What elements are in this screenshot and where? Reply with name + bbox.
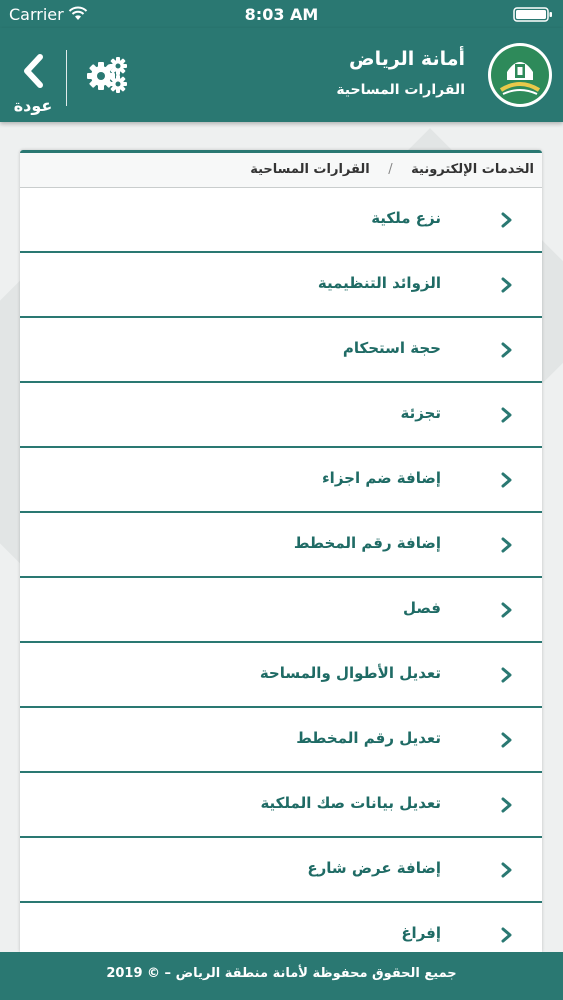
- status-bar: [0, 0, 563, 28]
- breadcrumb-current: القرارات المساحية: [250, 162, 370, 177]
- back-label: عودة: [13, 96, 53, 115]
- back-button[interactable]: [10, 54, 56, 116]
- list-item-label: الزوائد التنظيمية: [317, 274, 441, 292]
- decisions-list: [20, 188, 542, 952]
- list-item[interactable]: [20, 773, 542, 838]
- footer: [0, 952, 563, 1000]
- list-item[interactable]: [20, 188, 542, 253]
- chevron-right-icon: [500, 732, 514, 748]
- list-item[interactable]: [20, 513, 542, 578]
- chevron-right-icon: [500, 602, 514, 618]
- chevron-right-icon: [500, 667, 514, 683]
- list-item[interactable]: [20, 643, 542, 708]
- app-title: أمانة الرياض: [349, 48, 465, 70]
- list-item-label: إضافة عرض شارع: [307, 859, 441, 877]
- chevron-left-icon: [20, 54, 46, 88]
- chevron-right-icon: [500, 797, 514, 813]
- content-panel: [20, 150, 542, 952]
- header-divider: [66, 50, 67, 106]
- carrier-label: Carrier: [9, 5, 64, 24]
- list-item-label: إضافة ضم اجزاء: [322, 469, 441, 487]
- riyadh-logo-icon: [487, 42, 553, 108]
- list-item-label: نزع ملكية: [371, 209, 441, 227]
- list-item-label: تعديل الأطوال والمساحة: [259, 664, 441, 682]
- copyright-text: جميع الحقوق محفوظة لأمانة منطقة الرياض – © 2019: [106, 966, 457, 981]
- list-item[interactable]: [20, 903, 542, 952]
- app-header: [0, 28, 563, 122]
- chevron-right-icon: [500, 277, 514, 293]
- list-item-label: تعديل بيانات صك الملكية: [260, 794, 441, 812]
- chevron-right-icon: [500, 537, 514, 553]
- battery-icon: [513, 7, 553, 22]
- breadcrumb: [20, 150, 542, 188]
- list-item[interactable]: [20, 448, 542, 513]
- chevron-right-icon: [500, 407, 514, 423]
- breadcrumb-separator: /: [388, 162, 393, 177]
- list-item[interactable]: [20, 253, 542, 318]
- list-item-label: تجزئة: [400, 404, 441, 422]
- chevron-right-icon: [500, 342, 514, 358]
- list-item[interactable]: [20, 838, 542, 903]
- chevron-right-icon: [500, 927, 514, 943]
- settings-button[interactable]: [86, 56, 128, 94]
- list-item[interactable]: [20, 578, 542, 643]
- list-item-label: حجة استحكام: [342, 339, 441, 357]
- chevron-right-icon: [500, 212, 514, 228]
- list-item[interactable]: [20, 383, 542, 448]
- page-subtitle: القرارات المساحية: [336, 82, 465, 98]
- gear-icon: [86, 56, 128, 94]
- list-item[interactable]: [20, 708, 542, 773]
- chevron-right-icon: [500, 472, 514, 488]
- list-item[interactable]: [20, 318, 542, 383]
- clock: 8:03 AM: [244, 5, 319, 24]
- list-item-label: تعديل رقم المخطط: [296, 729, 441, 747]
- list-item-label: إضافة رقم المخطط: [293, 534, 441, 552]
- chevron-right-icon: [500, 862, 514, 878]
- list-item-label: إفراغ: [401, 924, 441, 942]
- list-item-label: فصل: [403, 599, 441, 617]
- breadcrumb-root[interactable]: الخدمات الإلكترونية: [411, 162, 534, 177]
